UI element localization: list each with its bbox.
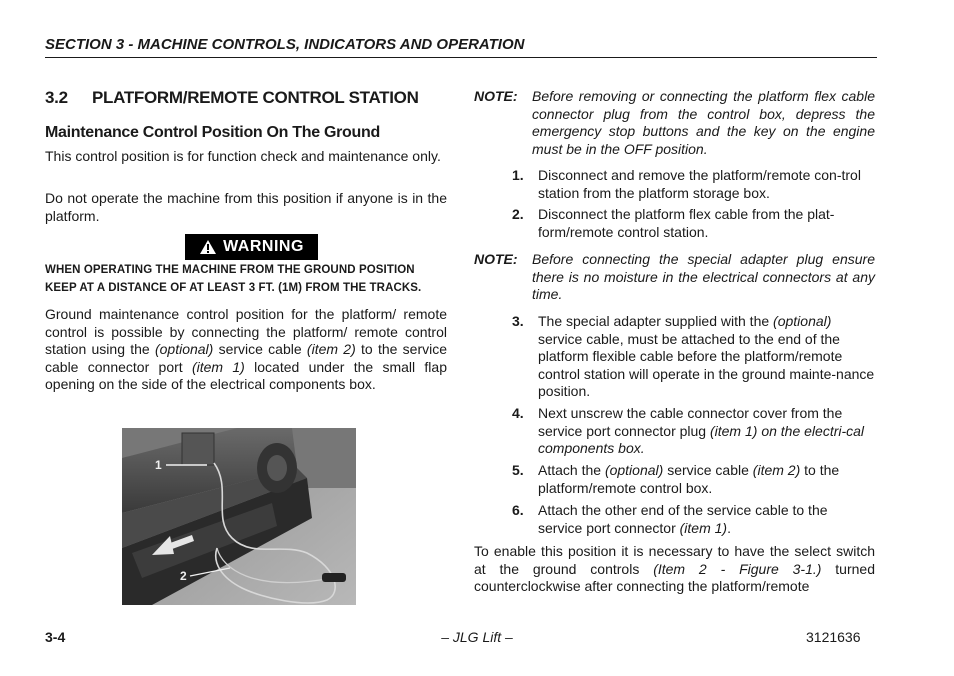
step-1-number: 1.	[512, 167, 524, 183]
step-4-text: Next unscrew the cable connector cover from the service port connector plug (item 1) on the electri-cal components box.	[538, 405, 865, 457]
step-1-text: Disconnect and remove the platform/remote con-trol station from the platform storage box.	[538, 167, 861, 201]
step-5-number: 5.	[512, 462, 524, 478]
note-2-text: Before connecting the special adapter plug ensure there is no moisture in the electrical connectors at any time.	[532, 251, 875, 303]
note-1-label: NOTE:	[474, 88, 518, 104]
warning-label: WARNING	[223, 238, 304, 255]
warning-triangle-icon	[199, 239, 217, 255]
subheading: Maintenance Control Position On The Ground	[45, 124, 380, 141]
paragraph-1: This control position is for function check and maintenance only.	[45, 148, 441, 164]
page-number: 3-4	[45, 629, 66, 645]
document-number: 3121636	[806, 629, 861, 645]
paragraph-2: Do not operate the machine from this position if anyone is in the platform.	[45, 190, 447, 224]
step-2-text: Disconnect the platform flex cable from the plat-form/remote control station.	[538, 206, 835, 240]
warning-text: WHEN OPERATING THE MACHINE FROM THE GROUND POSITION KEEP AT A DISTANCE OF AT LEAST 3 FT. (1M) FROM THE TRACKS.	[45, 264, 422, 294]
step-6-number: 6.	[512, 502, 524, 518]
closing-paragraph: To enable this position it is necessary to have the select switch at the ground controls (Item 2 - Figure 3-1.) turned counterclockwise after connecting the platform/remote	[474, 543, 875, 595]
note-1-text: Before removing or connecting the platform flex cable connector plug from the control box, depress the emergency stop buttons and the key on the engine must be in the OFF position.	[532, 88, 875, 157]
step-4-number: 4.	[512, 405, 524, 421]
footer-center: – JLG Lift –	[441, 629, 513, 645]
section-title: PLATFORM/REMOTE CONTROL STATION	[92, 88, 419, 107]
section-number: 3.2	[45, 88, 68, 107]
service-port-photo	[122, 428, 356, 605]
callout-1-label: 1	[155, 458, 162, 472]
step-2-number: 2.	[512, 206, 524, 222]
step-6-text: Attach the other end of the service cable to the service port connector (item 1).	[538, 502, 828, 536]
paragraph-3: Ground maintenance control position for the platform/ remote control is possible by connecting the platform/ remote control station using the (optional) service cable (item 2) to the service cable connector port (item 1) located under the small flap opening on the side of the electrical components box.	[45, 306, 448, 393]
step-5-text: Attach the (optional) service cable (item 2) to the platform/remote control box.	[538, 462, 840, 496]
note-2-label: NOTE:	[474, 251, 518, 267]
callout-2-label: 2	[180, 569, 187, 583]
step-3-text: The special adapter supplied with the (optional) service cable, must be attached to the end of the platform flexible cable before the platform/remote control station will operate in the ground mainte-nance position.	[538, 313, 875, 400]
step-3-number: 3.	[512, 313, 524, 329]
section-header: SECTION 3 - MACHINE CONTROLS, INDICATORS AND OPERATION	[45, 36, 877, 58]
warning-banner	[185, 234, 318, 260]
